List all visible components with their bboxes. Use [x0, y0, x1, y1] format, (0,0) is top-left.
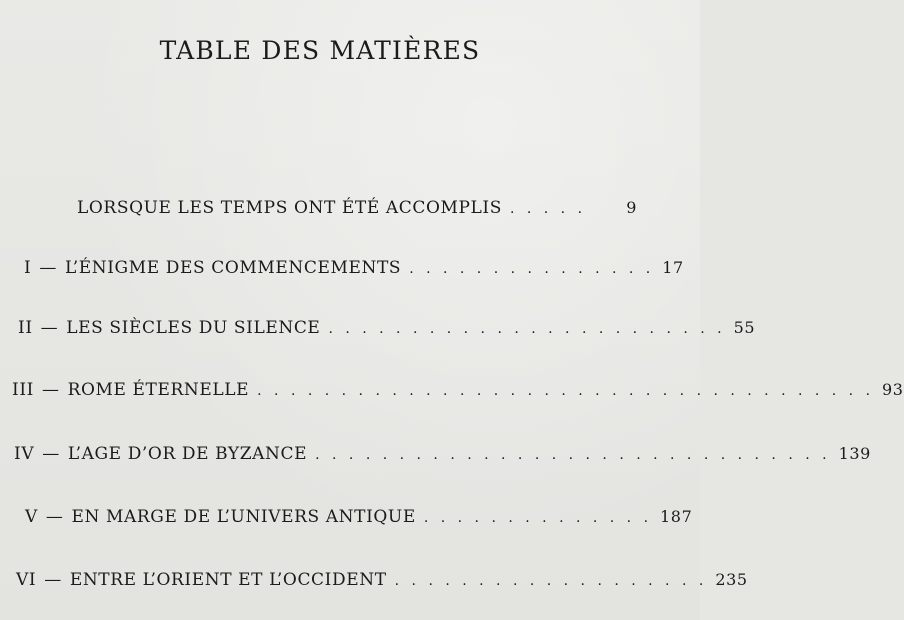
toc-entry-label: LES SIÈCLES DU SILENCE	[66, 318, 321, 338]
chapter-dash: —	[39, 258, 57, 278]
dot-leader: . . . . . . . . . . . . . . . . . . . . . . . . . . . . . . . . . . . . .	[257, 383, 875, 399]
toc-entry-label: ENTRE L’ORIENT ET L’OCCIDENT	[69, 570, 387, 590]
toc-page-number: 93	[882, 380, 904, 399]
toc-entry-label: L’ÉNIGME DES COMMENCEMENTS	[64, 258, 402, 278]
toc-page-number: 55	[733, 318, 756, 337]
chapter-numeral: I	[24, 258, 32, 278]
chapter-dash: —	[42, 444, 60, 464]
dot-leader: . . . . . . . . . . . . . .	[423, 510, 653, 526]
toc-page-number: 139	[838, 444, 871, 463]
toc-entry-prologue	[77, 198, 637, 218]
chapter-numeral: VI	[16, 570, 37, 590]
toc-entry-label: ROME ÉTERNELLE	[67, 380, 250, 400]
toc-entry-chapter-4	[14, 444, 871, 464]
chapter-numeral: IV	[14, 444, 35, 464]
toc-entry-chapter-3	[12, 380, 904, 400]
page-title: TABLE DES MATIÈRES	[159, 36, 481, 65]
chapter-dash: —	[41, 380, 60, 400]
chapter-dash: —	[45, 507, 64, 527]
dot-leader: . . . . . . . . . . . . . . . . . . .	[394, 573, 708, 589]
toc-entry-chapter-6	[16, 570, 748, 590]
toc-page-number: 9	[626, 198, 637, 217]
toc-entry-chapter-1	[24, 258, 684, 278]
chapter-numeral: V	[25, 507, 38, 527]
dot-leader: . . . . .	[509, 201, 587, 217]
toc-page-number: 187	[660, 507, 693, 526]
toc-entry-label: EN MARGE DE L’UNIVERS ANTIQUE	[71, 507, 416, 527]
dot-leader: . . . . . . . . . . . . . . . . . . . . . . . . . . . . . . .	[315, 447, 831, 463]
chapter-dash: —	[44, 570, 62, 590]
toc-entry-chapter-5	[25, 507, 693, 527]
toc-page-number: 17	[662, 258, 684, 277]
toc-page-number: 235	[715, 570, 748, 589]
dot-leader: . . . . . . . . . . . . . . . . . . . . . . . .	[328, 321, 726, 337]
chapter-numeral: III	[12, 380, 34, 400]
dot-leader: . . . . . . . . . . . . . . .	[409, 261, 655, 277]
toc-entry-label: LORSQUE LES TEMPS ONT ÉTÉ ACCOMPLIS	[77, 198, 502, 218]
chapter-numeral: II	[18, 318, 33, 338]
chapter-dash: —	[40, 318, 59, 338]
toc-entry-label: L’AGE D’OR DE BYZANCE	[67, 444, 308, 464]
toc-entry-chapter-2	[18, 318, 756, 338]
